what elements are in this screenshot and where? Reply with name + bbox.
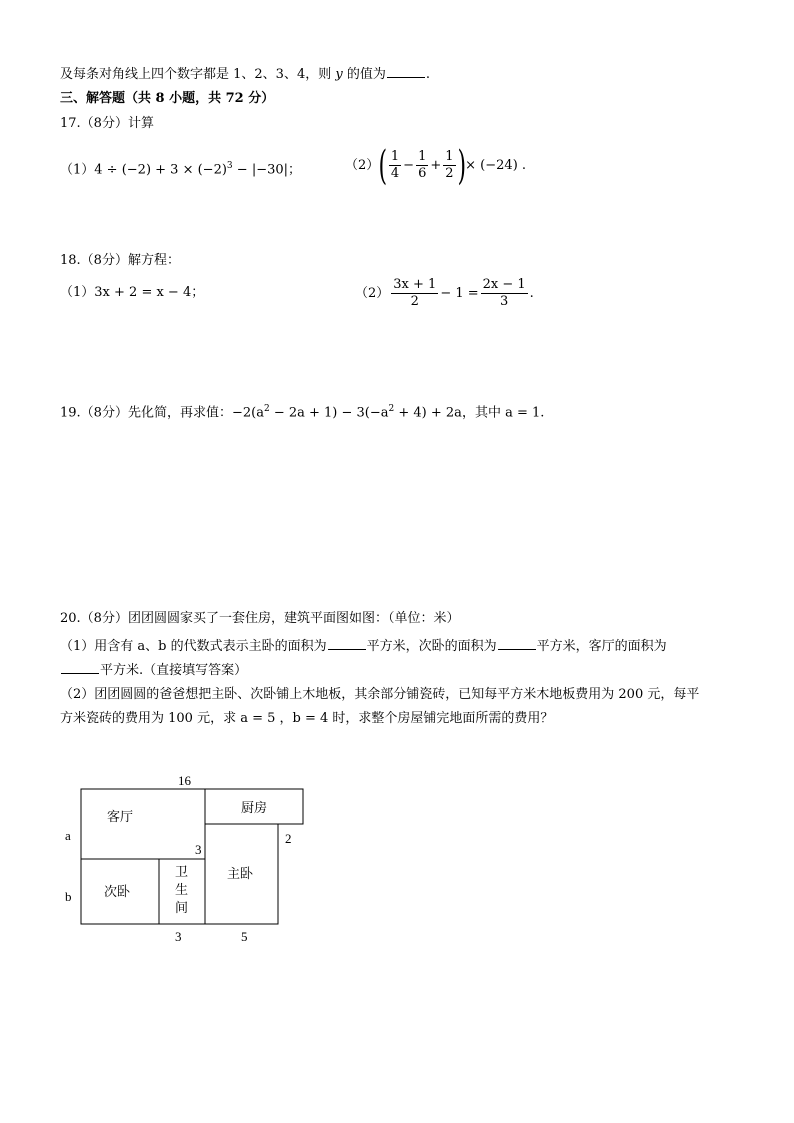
room-master-label: 主卧 bbox=[227, 866, 254, 881]
right-paren: ) bbox=[457, 142, 466, 189]
room-kitchen-label: 厨房 bbox=[241, 800, 268, 815]
section-title: 三、解答题（共 8 小题，共 72 分） bbox=[60, 91, 275, 106]
answer-blank[interactable] bbox=[387, 64, 425, 78]
left-paren: ( bbox=[378, 142, 388, 189]
room-bath-label-2: 生 bbox=[175, 882, 189, 897]
dim-label-2: 2 bbox=[285, 831, 292, 846]
q18-part1: （1）3x + 2 = x − 4； bbox=[60, 285, 205, 300]
fraction: $\frac{3x + 1}{2}$ bbox=[393, 277, 437, 309]
q18-part2: （2） $\frac{3x + 1}{2}$ − 1 = $\frac{2x - 1}{3}$ . bbox=[355, 277, 534, 309]
fraction: $\frac{1}{4}$ bbox=[390, 149, 400, 181]
dim-label-b: b bbox=[65, 889, 72, 904]
q20-part1-line1: （1）用含有 a、b 的代数式表示主卧的面积为 平方米，次卧的面积为 平方米，客厅的面积为 bbox=[60, 636, 667, 656]
q20-part1-line2: 平方米.（直接填写答案） bbox=[60, 660, 247, 680]
q19: 19.（8分）先化简，再求值：$-2(a^2 - 2a + 1) - 3(-a^2 + 4) + 2a$，其中 a = 1. bbox=[60, 404, 545, 421]
dim-label-3-bottom: 3 bbox=[175, 929, 182, 944]
q20-header: 20.（8分）团团圆圆家买了一套住房，建筑平面图如图：（单位：米） bbox=[60, 611, 460, 626]
dim-label-5: 5 bbox=[241, 929, 248, 944]
room-bath-label-3: 间 bbox=[175, 900, 189, 915]
room-second-label: 次卧 bbox=[104, 884, 131, 899]
answer-blank[interactable] bbox=[498, 636, 536, 650]
fraction: $\frac{2x - 1}{3}$ bbox=[482, 277, 526, 309]
fraction: $\frac{1}{2}$ bbox=[445, 149, 454, 181]
answer-blank[interactable] bbox=[61, 660, 99, 674]
fraction: $\frac{1}{6}$ bbox=[418, 149, 427, 181]
dim-label-3-mid: 3 bbox=[195, 842, 202, 857]
q20-part2-line2: 方米瓷砖的费用为 100 元，求 a = 5 ，b = 4 时，求整个房屋铺完地面所需的费用？ bbox=[60, 711, 554, 726]
q20-part2-line1: （2）团团圆圆的爸爸想把主卧、次卧铺上木地板，其余部分铺瓷砖，已知每平方米木地板费用为 200 元，每平 bbox=[60, 687, 700, 702]
dim-top-length: 16 bbox=[178, 773, 191, 788]
q17-header: 17.（8分）计算 bbox=[60, 116, 154, 131]
living-room-outline bbox=[81, 789, 205, 859]
floor-plan-diagram bbox=[60, 770, 320, 960]
answer-blank[interactable] bbox=[328, 636, 366, 650]
q18-header: 18.（8分）解方程： bbox=[60, 253, 180, 268]
room-living-label: 客厅 bbox=[107, 809, 134, 824]
room-bath-label-1: 卫 bbox=[175, 864, 189, 879]
floor-plan-svg bbox=[60, 770, 320, 960]
intro-line: 及每条对角线上四个数字都是 1、2、3、4，则 y 的值为 . bbox=[60, 64, 430, 84]
dim-label-a: a bbox=[65, 828, 71, 843]
q17-part1: $(1)4 \div (-2) + 3 \times (-2)^3 - |-30|$； bbox=[60, 161, 302, 178]
q17-part2: （2）( $\frac{1}{4}$ − $\frac{1}{6}$ + $\frac{1}{2}$ )× (−24) . bbox=[345, 142, 527, 189]
